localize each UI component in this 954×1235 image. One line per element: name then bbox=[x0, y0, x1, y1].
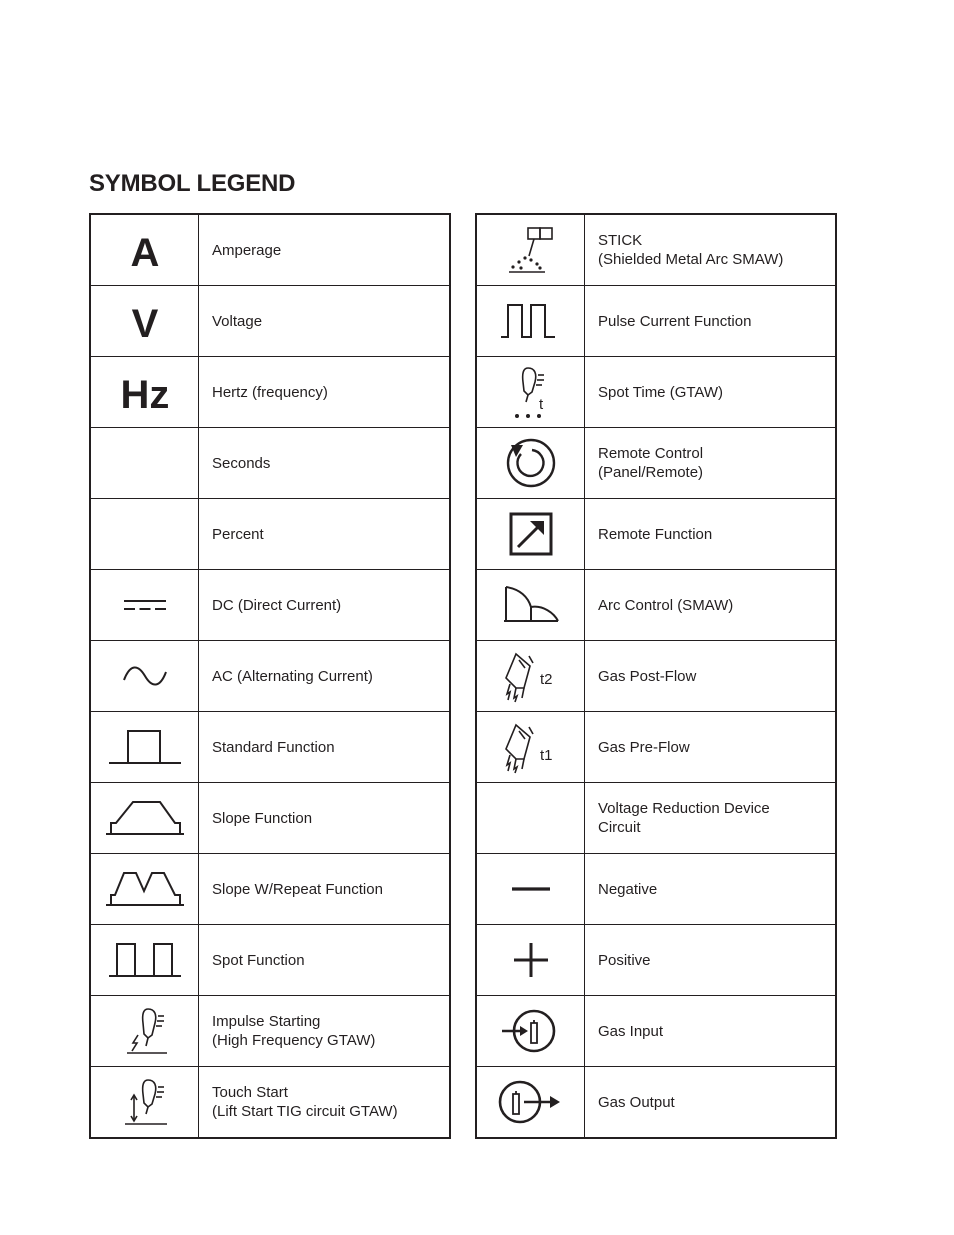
label-line-2: (Lift Start TIG circuit GTAW) bbox=[212, 1103, 398, 1120]
positive-plus-icon bbox=[506, 935, 556, 985]
symbol-text: A bbox=[130, 231, 159, 275]
remote-control-dial-icon bbox=[501, 433, 561, 493]
legend-row-pulse-current bbox=[476, 286, 836, 357]
legend-row-gas-output bbox=[476, 1067, 836, 1139]
legend-row-slope-repeat bbox=[90, 854, 450, 925]
label-cell bbox=[199, 570, 451, 641]
label-cell bbox=[199, 499, 451, 570]
label-cell bbox=[585, 712, 837, 783]
legend-row-arc-control bbox=[476, 570, 836, 641]
legend-row-gas-input bbox=[476, 996, 836, 1067]
label-cell bbox=[585, 357, 837, 428]
label: Impulse Starting bbox=[212, 1013, 321, 1030]
symbol-cell bbox=[90, 925, 199, 996]
label-cell bbox=[199, 712, 451, 783]
label-cell bbox=[585, 428, 837, 499]
label-cell bbox=[585, 1067, 837, 1139]
label: DC (Direct Current) bbox=[212, 596, 342, 614]
symbol-cell bbox=[476, 286, 585, 357]
alternating-current-icon bbox=[120, 661, 170, 691]
legend-row-seconds bbox=[90, 428, 450, 499]
symbol-text: V bbox=[131, 302, 158, 346]
label: Arc Control (SMAW) bbox=[598, 596, 734, 614]
symbol-cell bbox=[90, 357, 199, 428]
legend-row-amperage bbox=[90, 214, 450, 286]
label-cell bbox=[199, 428, 451, 499]
label: Remote Function bbox=[598, 525, 713, 543]
gas-post-flow-icon bbox=[496, 648, 566, 704]
label: Voltage bbox=[212, 312, 263, 330]
label: Percent bbox=[212, 525, 264, 543]
label-cell bbox=[199, 357, 451, 428]
symbol-cell bbox=[476, 641, 585, 712]
symbol-text: Hz bbox=[120, 373, 169, 417]
label: Hertz (frequency) bbox=[212, 383, 328, 401]
label-line-2: Circuit bbox=[598, 819, 641, 836]
spot-function-icon bbox=[107, 938, 183, 982]
symbol-text: t1 bbox=[539, 747, 553, 764]
negative-minus-icon bbox=[506, 879, 556, 899]
slope-function-icon bbox=[104, 796, 186, 840]
label: Touch Start bbox=[212, 1084, 288, 1101]
legend-row-remote-function bbox=[476, 499, 836, 570]
label-cell bbox=[199, 925, 451, 996]
symbol-cell bbox=[90, 570, 199, 641]
label: Pulse Current Function bbox=[598, 312, 752, 330]
label: Spot Time (GTAW) bbox=[598, 383, 724, 401]
slope-repeat-function-icon bbox=[104, 867, 186, 911]
hertz-letter-icon bbox=[105, 367, 185, 417]
label: Gas Pre-Flow bbox=[598, 738, 690, 756]
pulse-current-icon bbox=[498, 299, 564, 343]
symbol-cell bbox=[476, 996, 585, 1067]
label-cell bbox=[199, 1067, 451, 1139]
gas-input-icon bbox=[498, 1003, 564, 1059]
label-cell bbox=[585, 641, 837, 712]
label: STICK bbox=[598, 232, 643, 249]
legend-row-stick bbox=[476, 214, 836, 286]
label-cell bbox=[585, 570, 837, 641]
legend-row-hertz bbox=[90, 357, 450, 428]
symbol-cell bbox=[90, 854, 199, 925]
legend-row-slope-function bbox=[90, 783, 450, 854]
impulse-starting-torch-icon bbox=[115, 1003, 175, 1059]
symbol-text: t2 bbox=[539, 671, 553, 688]
gas-output-icon bbox=[498, 1074, 564, 1130]
symbol-cell bbox=[476, 357, 585, 428]
label: Slope Function bbox=[212, 809, 313, 827]
legend-row-remote-control bbox=[476, 428, 836, 499]
remote-function-arrow-icon bbox=[506, 509, 556, 559]
legend-row-positive bbox=[476, 925, 836, 996]
label: Gas Input bbox=[598, 1022, 664, 1040]
label: Negative bbox=[598, 880, 658, 898]
symbol-cell bbox=[476, 854, 585, 925]
legend-row-percent bbox=[90, 499, 450, 570]
label-cell bbox=[199, 286, 451, 357]
label: Amperage bbox=[212, 241, 282, 259]
label-cell bbox=[585, 286, 837, 357]
label: Voltage Reduction Device bbox=[598, 800, 770, 817]
label-cell bbox=[585, 214, 837, 286]
label: Remote Control bbox=[598, 445, 704, 462]
symbol-cell bbox=[476, 499, 585, 570]
symbol-cell bbox=[476, 783, 585, 854]
spot-time-torch-icon bbox=[501, 362, 561, 422]
arc-control-icon bbox=[498, 583, 564, 627]
label-cell bbox=[585, 996, 837, 1067]
voltage-letter-icon bbox=[115, 296, 175, 346]
label: Seconds bbox=[212, 454, 271, 472]
symbol-cell bbox=[90, 214, 199, 286]
label-cell bbox=[585, 925, 837, 996]
symbol-cell bbox=[90, 996, 199, 1067]
amperage-letter-icon bbox=[115, 225, 175, 275]
label-line-2: (High Frequency GTAW) bbox=[212, 1032, 376, 1049]
label-cell bbox=[199, 783, 451, 854]
gas-pre-flow-icon bbox=[496, 719, 566, 775]
label-cell bbox=[199, 854, 451, 925]
legend-row-voltage bbox=[90, 286, 450, 357]
label-cell bbox=[199, 996, 451, 1067]
symbol-cell bbox=[476, 1067, 585, 1139]
legend-row-spot-time bbox=[476, 357, 836, 428]
label: Slope W/Repeat Function bbox=[212, 880, 383, 898]
label-cell bbox=[585, 783, 837, 854]
symbol-legend-table-left bbox=[89, 213, 451, 1139]
legend-row-gas-pre-flow bbox=[476, 712, 836, 783]
label-line-2: (Panel/Remote) bbox=[598, 464, 704, 481]
symbol-cell bbox=[90, 641, 199, 712]
symbol-cell bbox=[90, 286, 199, 357]
label: Positive bbox=[598, 951, 651, 969]
label: AC (Alternating Current) bbox=[212, 667, 373, 685]
standard-function-icon bbox=[107, 725, 183, 769]
label-cell bbox=[199, 641, 451, 712]
symbol-cell bbox=[476, 428, 585, 499]
label-cell bbox=[585, 499, 837, 570]
legend-row-gas-post-flow bbox=[476, 641, 836, 712]
direct-current-icon bbox=[120, 595, 170, 615]
label: Standard Function bbox=[212, 738, 335, 756]
legend-row-touch-start bbox=[90, 1067, 450, 1139]
label-line-2: (Shielded Metal Arc SMAW) bbox=[598, 251, 784, 268]
legend-row-negative bbox=[476, 854, 836, 925]
label-cell bbox=[585, 854, 837, 925]
label: Gas Post-Flow bbox=[598, 667, 697, 685]
label-cell bbox=[199, 214, 451, 286]
symbol-cell bbox=[90, 712, 199, 783]
legend-row-dc bbox=[90, 570, 450, 641]
stick-electrode-icon bbox=[501, 222, 561, 278]
symbol-cell bbox=[476, 712, 585, 783]
symbol-cell bbox=[476, 214, 585, 286]
symbol-text: t bbox=[538, 396, 543, 413]
symbol-legend-table-right bbox=[475, 213, 837, 1139]
legend-row-ac bbox=[90, 641, 450, 712]
symbol-cell bbox=[476, 570, 585, 641]
touch-start-torch-icon bbox=[115, 1074, 175, 1130]
legend-row-standard-function bbox=[90, 712, 450, 783]
symbol-cell bbox=[90, 783, 199, 854]
label: Spot Function bbox=[212, 951, 305, 969]
symbol-cell bbox=[476, 925, 585, 996]
symbol-cell bbox=[90, 428, 199, 499]
legend-row-impulse-starting bbox=[90, 996, 450, 1067]
symbol-cell bbox=[90, 1067, 199, 1139]
symbol-cell bbox=[90, 499, 199, 570]
legend-row-voltage-reduction bbox=[476, 783, 836, 854]
page-title: SYMBOL LEGEND bbox=[89, 170, 296, 197]
label: Gas Output bbox=[598, 1093, 675, 1111]
legend-row-spot-function bbox=[90, 925, 450, 996]
